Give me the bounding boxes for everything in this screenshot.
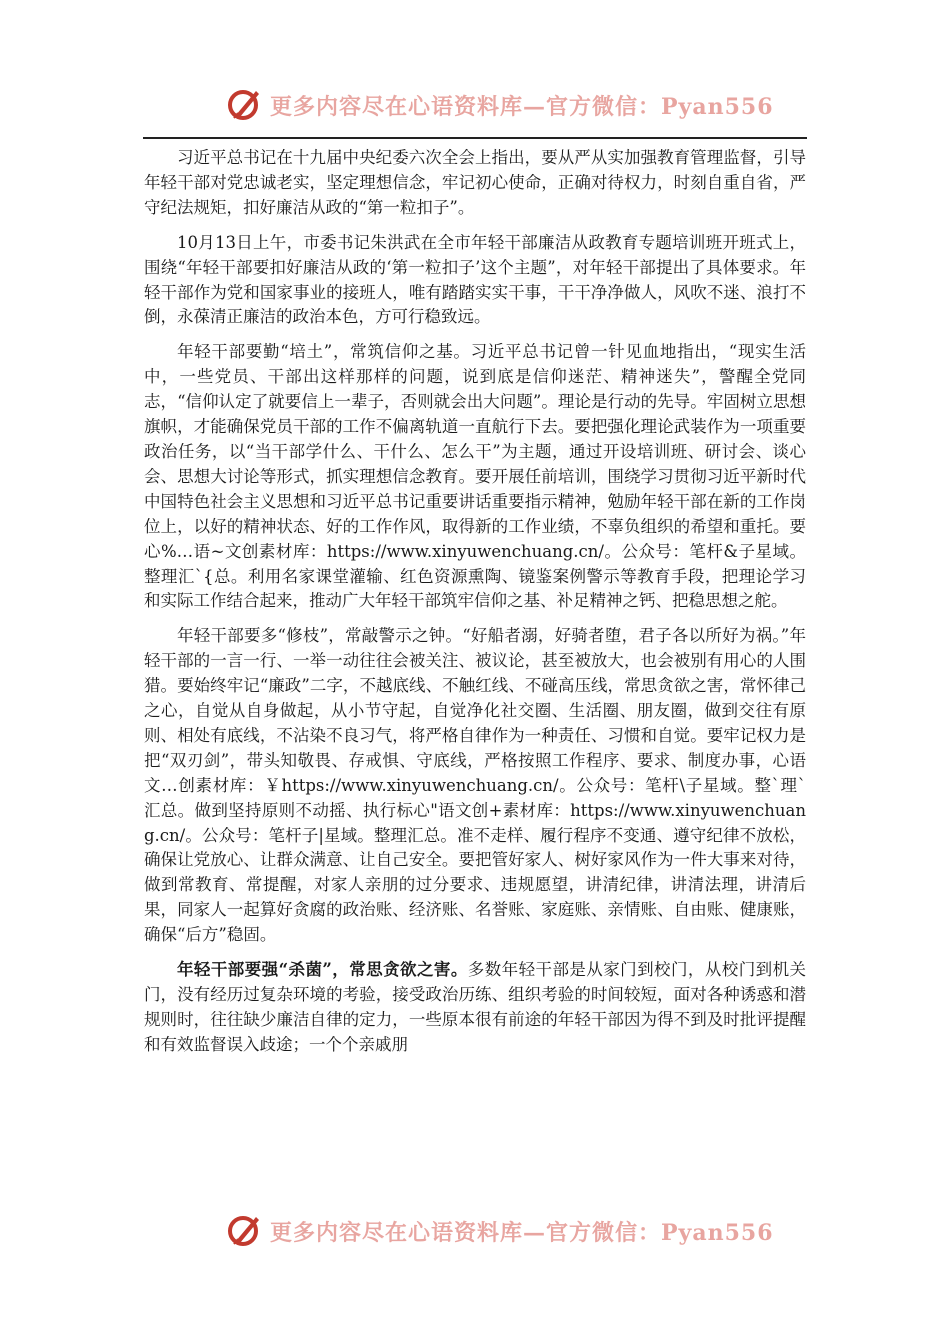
paragraph-1: 习近平总书记在十九届中央纪委六次全会上指出，要从严从实加强教育管理监督，引导年轻干部对党忠诚老实，坚定理想信念，牢记初心使命，正确对待权力，时刻自重自省，严守纪法规矩，扣好廉洁从政的“第一粒扣子”。: [144, 148, 806, 217]
header-divider: [143, 137, 807, 139]
paragraph-3: 年轻干部要勤“培土”，常筑信仰之基。习近平总书记曾一针见血地指出，“现实生活中，一些党员、干部出这样那样的问题，说到底是信仰迷茫、精神迷失”，警醒全党同志，“信仰认定了就要信上一辈子，否则就会出大问题”。理论是行动的先导。牢固树立思想旗帜，才能确保党员干部的工作不偏离轨道一直航行下去。要把强化理论武装作为一项重要政治任务，以“当干部学什么、干什么、怎么干”为主题，通过开设培训班、研讨会、谈心会、思想大讨论等形式，抓实理想信念教育。要开展任前培训，围绕学习贯彻习近平新时代中国特色社会主义思想和习近平总书记重要讲话重要指示精神，勉励年轻干部在新的工作岗位上，以好的精神状态、好的工作作风，取得新的工作业绩，不辜负组织的希望和重托。要心%…语~文创素材库：https://www.xinyuwenchuang.cn/。公众号：笔杆&子星域。整理汇`{总。利用名家课堂灌输、红色资源熏陶、镜鉴案例警示等教育手段，把理论学习和实际工作结合起来，推动广大年轻干部筑牢信仰之基、补足精神之钙、把稳思想之舵。: [144, 342, 806, 611]
quill-pen-logo-icon: [226, 85, 264, 123]
paragraph-2: 10月13日上午，市委书记朱洪武在全市年轻干部廉洁从政教育专题培训班开班式上，围绕“年轻干部要扣好廉洁从政的‘第一粒扣子’这个主题”，对年轻干部提出了具体要求。年轻干部作为党和国家事业的接班人，唯有踏踏实实干事，干干净净做人，风吹不迷、浪打不倒，永葆清正廉洁的政治本色，方可行稳致远。: [144, 232, 806, 327]
quill-pen-logo-icon: [226, 1211, 264, 1249]
paragraph-5-heading: 年轻干部要强“杀菌”，常思贪欲之害。: [177, 960, 468, 980]
footer-banner: [0, 1210, 950, 1250]
footer-brand-text: 更多内容尽在心语资料库—官方微信：Pyan556: [270, 1220, 774, 1246]
header-brand-text: 更多内容尽在心语资料库—官方微信：Pyan556: [270, 94, 774, 120]
paragraph-5: [144, 958, 806, 1058]
paragraph-5-text: 多数年轻干部是从家门到校门，从校门到机关门，没有经历过复杂环境的考验，接受政治历练、组织考验的时间较短，面对各种诱惑和潜规则时，往往缺少廉洁自律的定力，一些原本很有前途的年轻干部因为得不到及时批评提醒和有效监督误入歧途；一个个亲戚朋: [144, 960, 807, 1054]
article-body: [144, 146, 806, 1068]
paragraph-4: 年轻干部要多“修枝”，常敲警示之钟。“好船者溺，好骑者堕，君子各以所好为祸。”年轻干部的一言一行、一举一动往往会被关注、被议论，甚至被放大，也会被别有用心的人围猎。要始终牢记“廉政”二字，不越底线、不触红线、不碰高压线，常思贪欲之害，常怀律己之心，自觉从自身做起，从小节守起，自觉净化社交圈、生活圈、朋友圈，做到交往有原则、相处有底线，不沾染不良习气，将严格自律作为一种责任、习惯和自觉。要牢记权力是把“双刃剑”，带头知敬畏、存戒惧、守底线，严格按照工作程序、要求、制度办事，心语文…创素材库：￥https://www.xinyuwenchuang.cn/。公众号：笔杆\子星域。整`理`汇总。做到坚持原则不动摇、执行标心"语文创+素材库：https://www.xinyuwenchuang.cn/。公众号：笔杆子|星域。整理汇总。准不走样、履行程序不变通、遵守纪律不放松，确保让党放心、让群众满意、让自己安全。要把管好家人、树好家风作为一件大事来对待，做到常教育、常提醒，对家人亲朋的过分要求、违规愿望，讲清纪律，讲清法理，讲清后果，同家人一起算好贪腐的政治账、经济账、名誉账、家庭账、亲情账、自由账、健康账，确保“后方”稳固。: [144, 626, 806, 945]
header-banner: [0, 84, 950, 124]
